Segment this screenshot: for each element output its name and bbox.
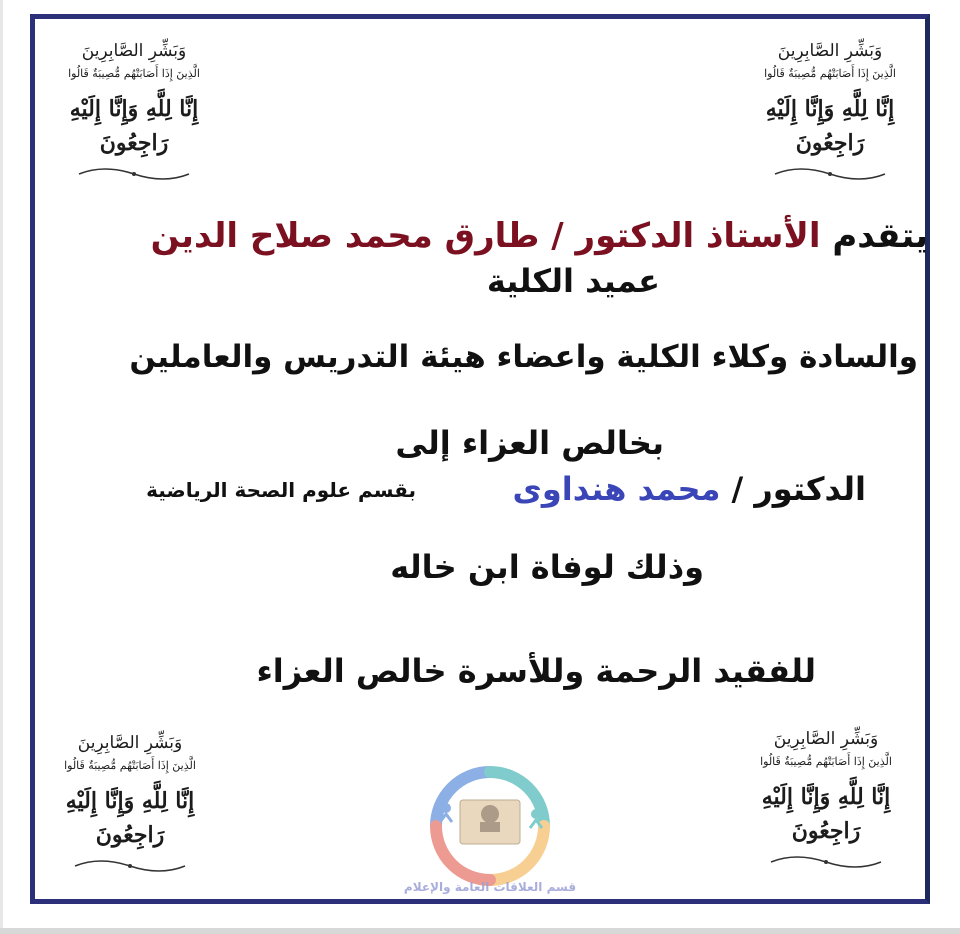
logo-caption: قسم العلاقات العامة والإعلام: [403, 880, 577, 894]
verse-line-3: إِنَّا لِلَّهِ وَإِنَّا إِلَيْهِ رَاجِعُونَ: [65, 788, 195, 848]
announcement-dean-line: [151, 212, 928, 260]
verse-line-1: وَبَشِّرِ الصَّابِرِينَ: [773, 729, 879, 749]
calligraphy-flourish-icon: [74, 164, 194, 184]
verse-line-3: إِنَّا لِلَّهِ وَإِنَّا إِلَيْهِ رَاجِعُونَ: [69, 96, 199, 156]
verse-line-3: إِنَّا لِلَّهِ وَإِنَّا إِلَيْهِ رَاجِعُونَ: [761, 784, 891, 844]
verse-line-3: إِنَّا لِلَّهِ وَإِنَّا إِلَيْهِ رَاجِعُونَ: [765, 96, 895, 156]
quran-verse-top-left: [34, 40, 234, 190]
verse-line-1: وَبَشِّرِ الصَّابِرِينَ: [77, 733, 183, 753]
quran-verse-bottom-right: [726, 728, 926, 878]
left-edge-strip: [0, 0, 3, 934]
faculty-portal-logo-icon: [396, 756, 584, 886]
verse-line-2: الَّذِينَ إِذَا أَصَابَتْهُم مُّصِيبَةٌ قَالُوا: [764, 67, 896, 80]
faculty-portal-logo: [396, 756, 584, 906]
verse-line-2: الَّذِينَ إِذَا أَصَابَتْهُم مُّصِيبَةٌ قَالُوا: [760, 755, 892, 768]
calligraphy-flourish-icon: [770, 164, 890, 184]
calligraphy-flourish-icon: [766, 852, 886, 872]
verse-line-2: الَّذِينَ إِذَا أَصَابَتْهُم مُّصِيبَةٌ قَالُوا: [64, 759, 196, 772]
recipient-name: محمد هنداوى: [512, 470, 721, 508]
verse-line-1: وَبَشِّرِ الصَّابِرِينَ: [777, 41, 883, 61]
recipient-title: الدكتور /: [731, 470, 866, 508]
verse-line-1: وَبَشِّرِ الصَّابِرِينَ: [81, 41, 187, 61]
lead-word: يتقدم: [832, 216, 928, 256]
calligraphy-flourish-icon: [70, 856, 190, 876]
department-note: بقسم علوم الصحة الرياضية: [146, 478, 416, 502]
dean-title: عميد الكلية: [486, 262, 660, 300]
quran-verse-bottom-left: [30, 732, 230, 882]
quran-verse-top-right: [730, 40, 930, 190]
reason-line: وذلك لوفاة ابن خاله: [390, 548, 704, 586]
closing-line: للفقيد الرحمة وللأسرة خالص العزاء: [256, 652, 816, 690]
condolence-line: بخالص العزاء إلى: [395, 424, 664, 462]
recipient-line: [513, 466, 866, 512]
bottom-edge-strip: [0, 928, 960, 934]
staff-line: والسادة وكلاء الكلية واعضاء هيئة التدريس والعاملين: [129, 339, 918, 375]
dean-name: الأستاذ الدكتور / طارق محمد صلاح الدين: [150, 216, 821, 256]
verse-line-2: الَّذِينَ إِذَا أَصَابَتْهُم مُّصِيبَةٌ قَالُوا: [68, 67, 200, 80]
